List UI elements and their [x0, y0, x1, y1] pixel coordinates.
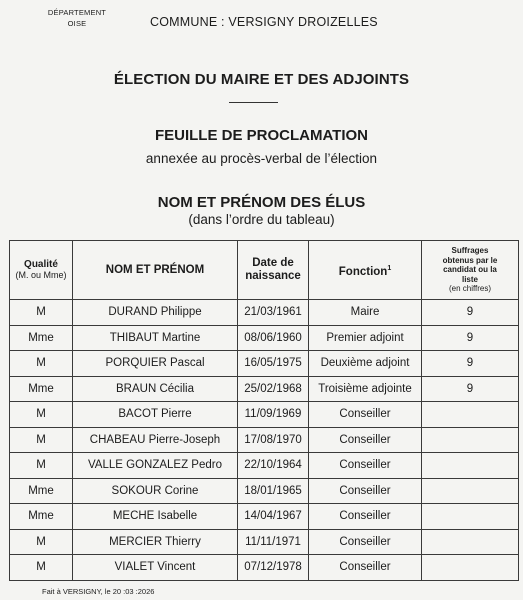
cell-suffrages: 9 — [422, 300, 519, 326]
table-row — [10, 376, 519, 402]
cell-date: 17/08/1970 — [238, 427, 309, 453]
cell-qualite: M — [10, 402, 73, 428]
cell-qualite: M — [10, 529, 73, 555]
header-suffrages — [422, 241, 519, 300]
table-header-row — [10, 241, 519, 300]
cell-qualite: M — [10, 453, 73, 479]
table-row — [10, 529, 519, 555]
cell-suffrages: 9 — [422, 376, 519, 402]
cell-qualite: Mme — [10, 376, 73, 402]
cell-qualite: M — [10, 351, 73, 377]
cell-name: BRAUN Cécilia — [73, 376, 238, 402]
department-block — [38, 7, 116, 29]
cell-date: 11/09/1969 — [238, 402, 309, 428]
cell-suffrages — [422, 555, 519, 581]
cell-suffrages — [422, 402, 519, 428]
title-divider — [229, 102, 278, 103]
cell-name: PORQUIER Pascal — [73, 351, 238, 377]
cell-fonction: Conseiller — [309, 504, 422, 530]
header-date — [238, 241, 309, 300]
header-fonction-note: 1 — [387, 264, 392, 272]
table-row — [10, 555, 519, 581]
cell-suffrages — [422, 529, 519, 555]
cell-suffrages: 9 — [422, 325, 519, 351]
table-row — [10, 453, 519, 479]
header-date-line2: naissance — [245, 270, 301, 282]
cell-name: MECHE Isabelle — [73, 504, 238, 530]
cell-fonction: Troisième adjointe — [309, 376, 422, 402]
cell-qualite: M — [10, 555, 73, 581]
commune-name: COMMUNE : VERSIGNY DROIZELLES — [150, 15, 378, 29]
cell-suffrages — [422, 453, 519, 479]
cell-date: 18/01/1965 — [238, 478, 309, 504]
cell-date: 22/10/1964 — [238, 453, 309, 479]
cell-fonction: Conseiller — [309, 529, 422, 555]
cell-date: 21/03/1961 — [238, 300, 309, 326]
cell-name: THIBAUT Martine — [73, 325, 238, 351]
table-row — [10, 427, 519, 453]
table-row — [10, 300, 519, 326]
table-row — [10, 351, 519, 377]
header-name: NOM ET PRÉNOM — [73, 241, 238, 300]
elected-subtitle: (dans l’ordre du tableau) — [188, 212, 335, 227]
cell-name: MERCIER Thierry — [73, 529, 238, 555]
cell-fonction: Conseiller — [309, 555, 422, 581]
cell-name: BACOT Pierre — [73, 402, 238, 428]
cell-suffrages: 9 — [422, 351, 519, 377]
header-qualite-sub: (M. ou Mme) — [15, 270, 67, 280]
cell-fonction: Deuxième adjoint — [309, 351, 422, 377]
cell-name: CHABEAU Pierre-Joseph — [73, 427, 238, 453]
header-fonction — [309, 241, 422, 300]
cell-date: 11/11/1971 — [238, 529, 309, 555]
cell-qualite: Mme — [10, 478, 73, 504]
cell-fonction: Conseiller — [309, 402, 422, 428]
cell-date: 07/12/1978 — [238, 555, 309, 581]
department-label: DÉPARTEMENT — [47, 8, 107, 17]
cell-fonction: Conseiller — [309, 453, 422, 479]
cell-suffrages — [422, 427, 519, 453]
cell-name: SOKOUR Corine — [73, 478, 238, 504]
cell-qualite: M — [10, 427, 73, 453]
department-name: OISE — [67, 19, 87, 28]
cell-suffrages — [422, 478, 519, 504]
cell-fonction: Maire — [309, 300, 422, 326]
cell-name: VALLE GONZALEZ Pedro — [73, 453, 238, 479]
sheet-title: FEUILLE DE PROCLAMATION — [154, 127, 369, 144]
cell-fonction: Conseiller — [309, 427, 422, 453]
cell-qualite: Mme — [10, 325, 73, 351]
cell-fonction: Premier adjoint — [309, 325, 422, 351]
elected-table — [9, 240, 519, 581]
cell-date: 16/05/1975 — [238, 351, 309, 377]
header-suffrages-line2: obtenus par le — [442, 255, 498, 265]
header-suffrages-line1: Suffrages — [451, 246, 489, 256]
header-fonction-label: Fonction — [338, 265, 388, 278]
election-title: ÉLECTION DU MAIRE ET DES ADJOINTS — [113, 71, 410, 88]
table-row — [10, 478, 519, 504]
header-date-line1: Date de — [252, 257, 294, 269]
cell-fonction: Conseiller — [309, 478, 422, 504]
header-suffrages-line5: (en chiffres) — [448, 284, 492, 294]
header-suffrages-line4: liste — [461, 274, 478, 284]
header-suffrages-line3: candidat ou la — [443, 265, 497, 275]
cell-qualite: Mme — [10, 504, 73, 530]
cell-suffrages — [422, 504, 519, 530]
cell-date: 14/04/1967 — [238, 504, 309, 530]
cell-date: 25/02/1968 — [238, 376, 309, 402]
done-at-footer: Fait à VERSIGNY, le 20 :03 :2026 — [42, 587, 155, 596]
cell-name: DURAND Philippe — [73, 300, 238, 326]
table-row — [10, 325, 519, 351]
cell-name: VIALET Vincent — [73, 555, 238, 581]
cell-qualite: M — [10, 300, 73, 326]
sheet-subtitle: annexée au procès-verbal de l’élection — [145, 151, 378, 166]
header-qualite-label: Qualité — [24, 259, 58, 270]
header-qualite — [10, 241, 73, 300]
table-row — [10, 504, 519, 530]
table-row — [10, 402, 519, 428]
elected-title: NOM ET PRÉNOM DES ÉLUS — [157, 194, 366, 211]
cell-date: 08/06/1960 — [238, 325, 309, 351]
